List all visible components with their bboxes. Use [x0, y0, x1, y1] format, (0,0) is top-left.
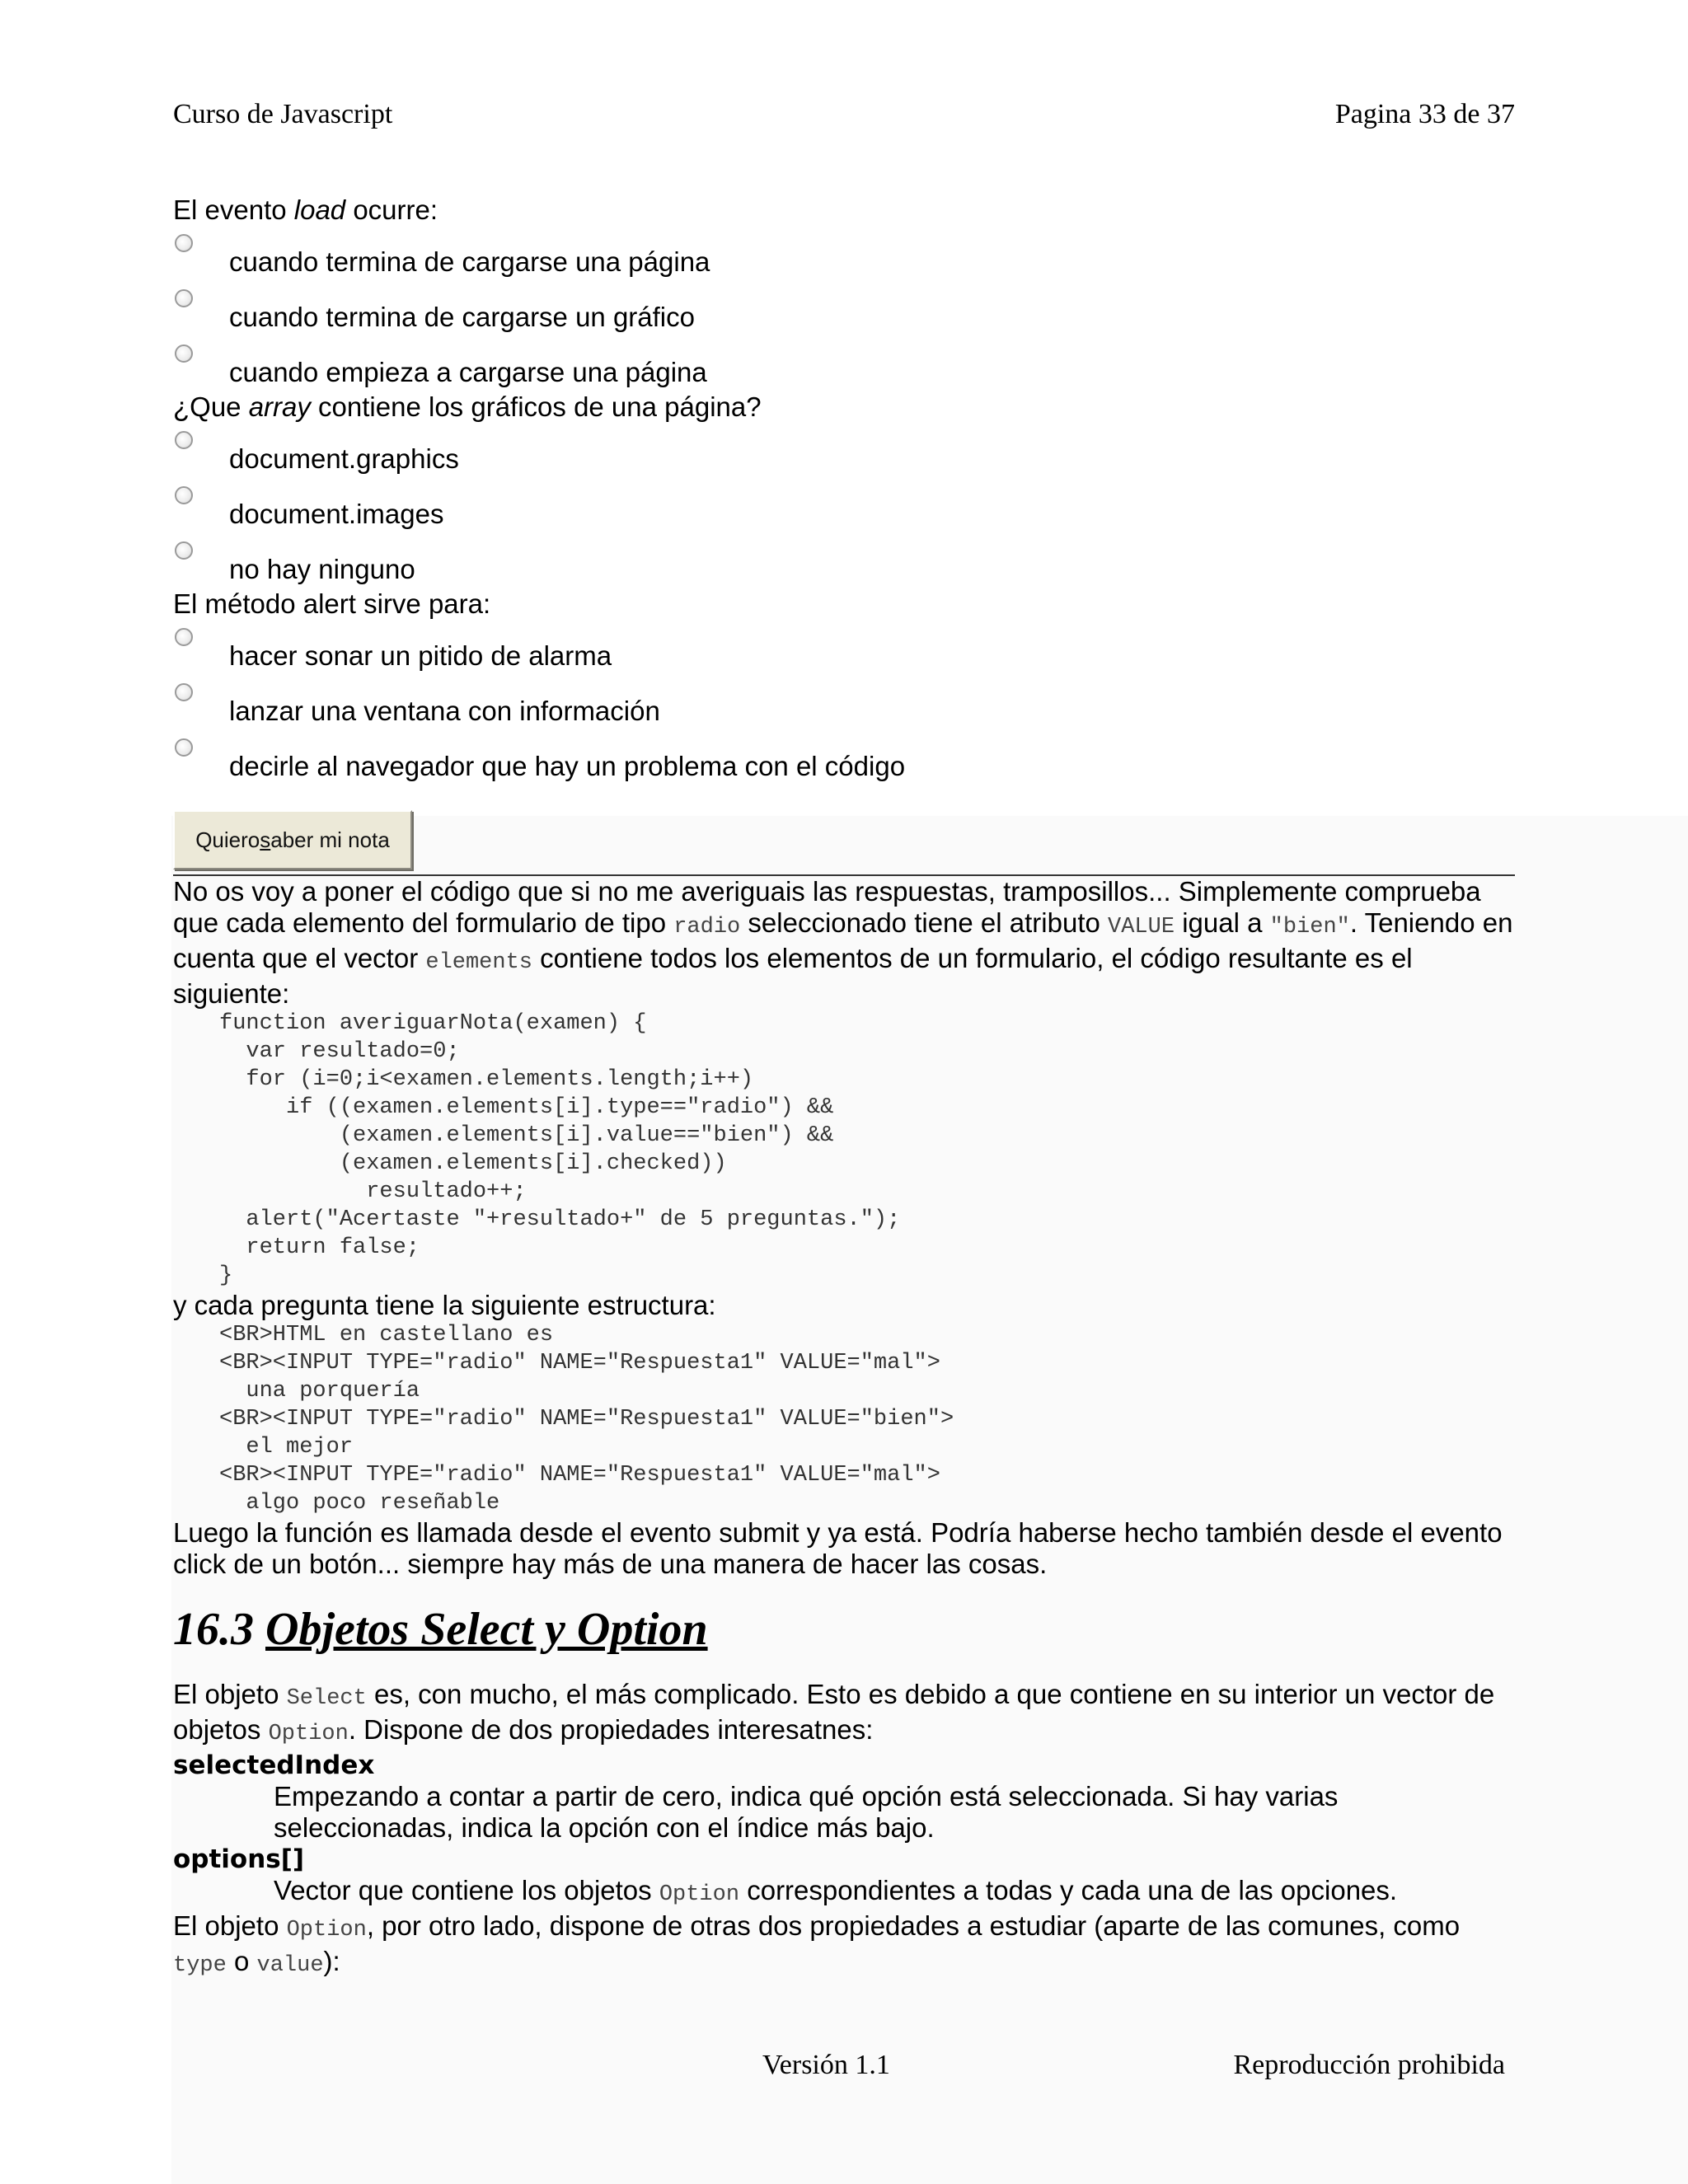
radio-button[interactable] — [175, 344, 193, 363]
question-text: ¿Que array contiene los gráficos de una página? — [173, 391, 762, 422]
radio-button[interactable] — [175, 234, 193, 252]
option-label: decirle al navegador que hay un problema con el código — [229, 751, 906, 781]
radio-button[interactable] — [175, 431, 193, 449]
answer-option[interactable] — [173, 730, 1515, 785]
question-text: El evento load ocurre: — [173, 194, 438, 225]
radio-button[interactable] — [175, 486, 193, 504]
answer-option[interactable] — [173, 675, 1515, 730]
option-label: lanzar una ventana con información — [229, 696, 660, 726]
quiz-question — [173, 391, 1515, 588]
quiz-question — [173, 588, 1515, 785]
definition-term: options[] — [173, 1844, 305, 1874]
answer-option[interactable] — [173, 281, 1515, 336]
question-text: El método alert sirve para: — [173, 588, 491, 619]
header-course-title: Curso de Javascript — [173, 99, 393, 129]
answer-option[interactable] — [173, 620, 1515, 675]
option-label: document.images — [229, 499, 444, 529]
code-block: function averiguarNota(examen) { var resultado=0; for (i=0;i<examen.elements.length;i++) if ((examen.elements[i].type=="radio") && (examen.elements[i].value=="bien") && (examen.elements[i].checked)) resultado++; alert("Acertaste "+resultado+" de 5 preguntas."); return false; } — [219, 1011, 901, 1288]
paragraph: y cada pregunta tiene la siguiente estructura: — [173, 1290, 716, 1320]
code-block: <BR>HTML en castellano es <BR><INPUT TYPE="radio" NAME="Respuesta1" VALUE="mal"> una porquería <BR><INPUT TYPE="radio" NAME="Respuesta1" VALUE="bien"> el mejor <BR><INPUT TYPE="radio" NAME="Respuesta1" VALUE="mal"> algo poco reseñable — [219, 1323, 954, 1516]
answer-option[interactable] — [173, 226, 1515, 281]
paragraph: El objeto Select es, con mucho, el más complicado. Esto es debido a que contiene en su interior un vector de objetos Option. Dispone de dos propiedades interesatnes: — [173, 1679, 1495, 1746]
paragraph: Luego la función es llamada desde el evento submit y ya está. Podría haberse hecho también desde el evento click de un botón... siempre hay más de una manera de hacer las cosas. — [173, 1517, 1503, 1579]
radio-button[interactable] — [175, 683, 193, 701]
footer-rights: Reproducción prohibida — [1233, 2050, 1505, 2080]
option-label: cuando empieza a cargarse una página — [229, 357, 707, 387]
answer-option[interactable] — [173, 336, 1515, 391]
submit-quiz-button[interactable]: Quiero s aber mi nota — [173, 810, 412, 869]
answer-option[interactable] — [173, 478, 1515, 533]
radio-button[interactable] — [175, 628, 193, 646]
section-heading: 16.3 Objetos Select y Option — [173, 1604, 708, 1655]
option-label: cuando termina de cargarse un gráfico — [229, 302, 695, 332]
quiz-question — [173, 194, 1515, 391]
answer-option[interactable] — [173, 533, 1515, 588]
paragraph: El objeto Option, por otro lado, dispone de otras dos propiedades a estudiar (aparte de las comunes, como type o value): — [173, 1910, 1461, 1978]
option-label: no hay ninguno — [229, 554, 415, 584]
definition-description: Empezando a contar a partir de cero, indica qué opción está seleccionada. Si hay varias seleccionadas, indica la opción con el índice más bajo. — [274, 1781, 1339, 1843]
section-heading-link[interactable]: Objetos Select y Option — [265, 1604, 708, 1655]
paragraph: No os voy a poner el código que si no me averiguais las respuestas, tramposillos... Simplemente comprueba que cada elemento del formulario de tipo radio seleccionado tiene el atributo VALUE igual a "bien". Teniendo en cuenta que el vector elements contiene todos los elementos de un formulario, el código resultante es el siguiente: — [173, 876, 1513, 1009]
footer-version: Versión 1.1 — [762, 2050, 890, 2080]
header-page-number: Pagina 33 de 37 — [1334, 99, 1515, 129]
definition-description: Vector que contiene los objetos Option correspondientes a todas y cada una de las opciones. — [274, 1875, 1398, 1907]
radio-button[interactable] — [175, 738, 193, 757]
option-label: hacer sonar un pitido de alarma — [229, 640, 612, 671]
page-content — [173, 194, 1515, 1981]
radio-button[interactable] — [175, 541, 193, 560]
option-label: cuando termina de cargarse una página — [229, 246, 710, 277]
radio-button[interactable] — [175, 289, 193, 307]
answer-option[interactable] — [173, 423, 1515, 478]
option-label: document.graphics — [229, 443, 459, 474]
definition-term: selectedIndex — [173, 1750, 375, 1780]
quiz-button-row — [173, 785, 1515, 869]
